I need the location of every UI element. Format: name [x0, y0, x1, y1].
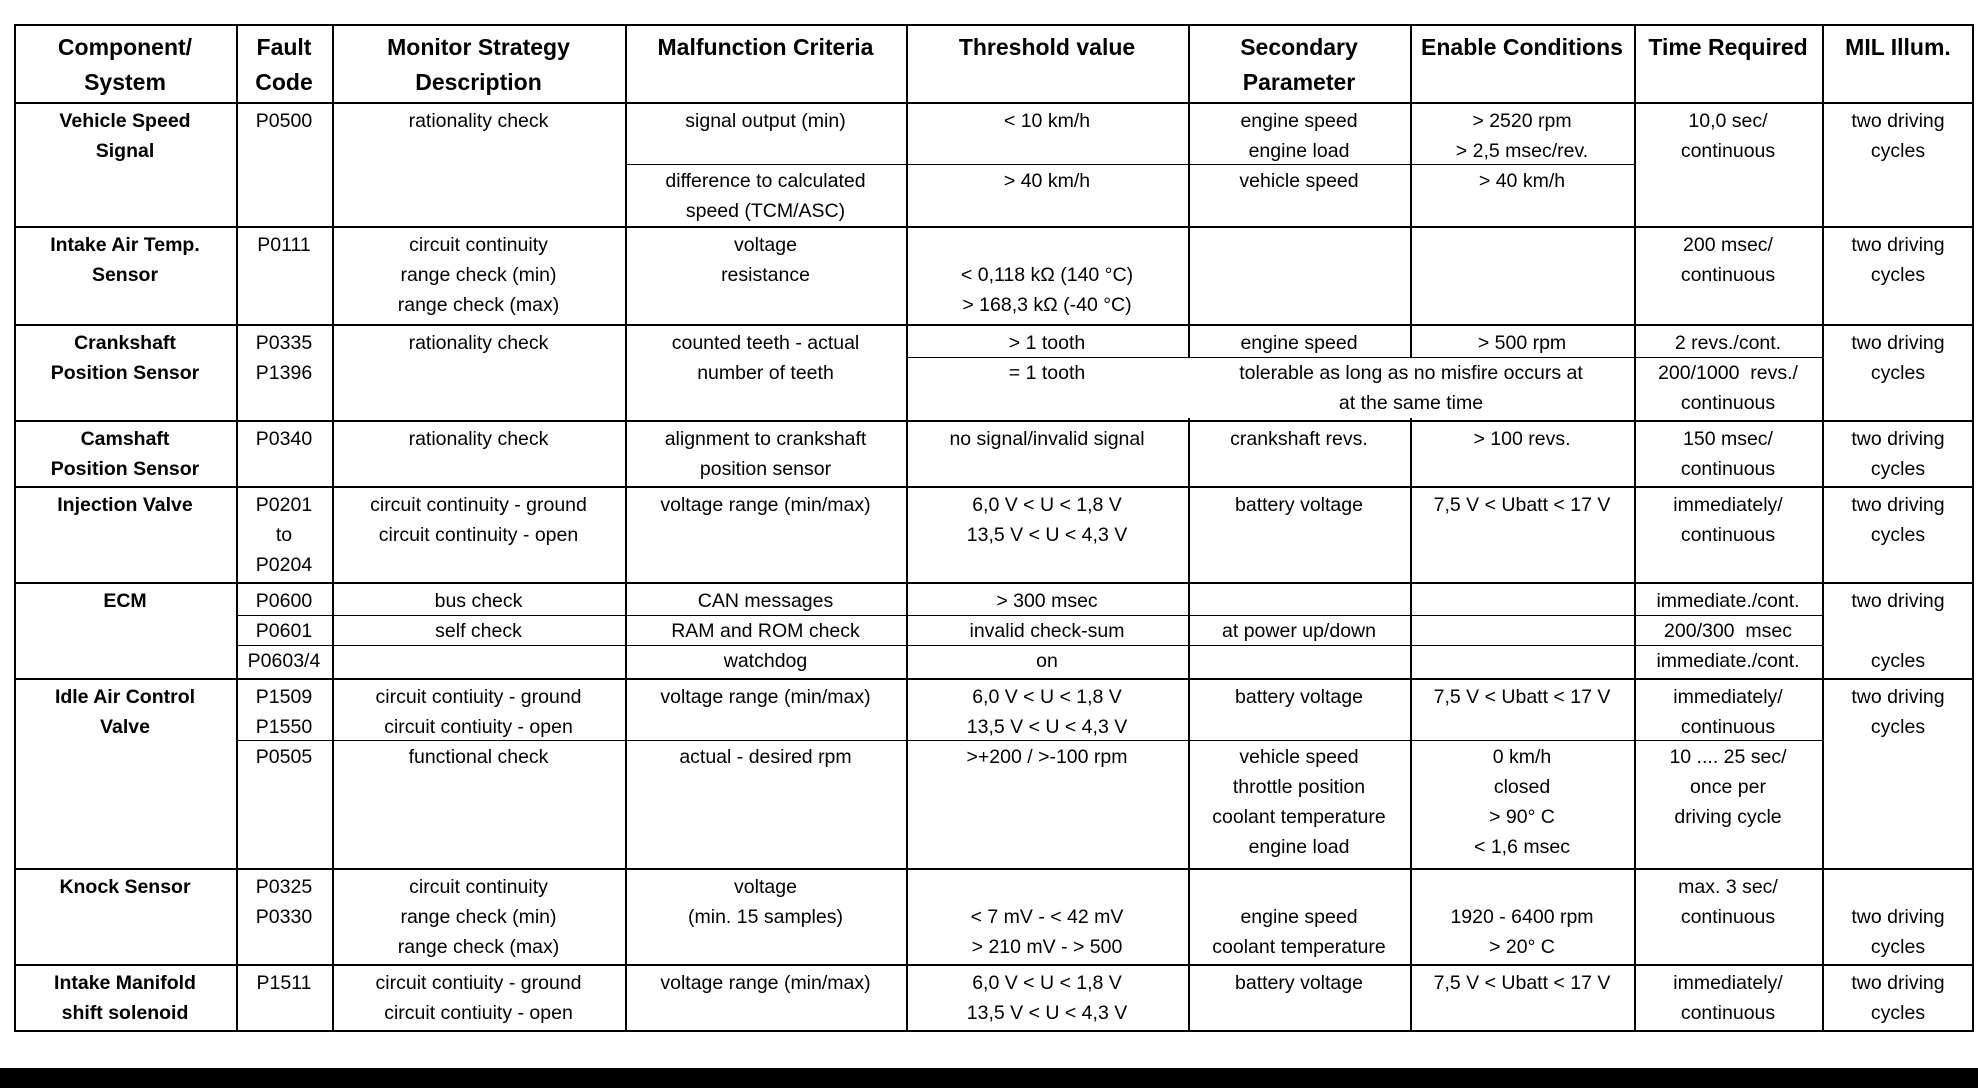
- row-ecm-fault-2: P0601: [255, 620, 313, 642]
- row-ks-fault: P0325 P0330: [255, 876, 313, 928]
- row-vss-component: Vehicle Speed Signal: [59, 110, 191, 162]
- header-divider: [14, 102, 1974, 104]
- row-ims-malfunction: voltage range (min/max): [660, 972, 871, 994]
- row-cmp-secondary: crankshaft revs.: [1230, 428, 1368, 450]
- row-ecm-strategy-2: self check: [435, 620, 522, 642]
- header-component: Component/ System: [57, 34, 193, 95]
- row-ims-threshold: 6,0 V < U < 1,8 V 13,5 V < U < 4,3 V: [966, 972, 1128, 1024]
- header-fault-code: Fault Code: [255, 34, 313, 95]
- row-ckp-malfunction: counted teeth - actual number of teeth: [671, 332, 860, 384]
- row-iac-time-b: 10 .... 25 sec/ once per driving cycle: [1669, 746, 1787, 828]
- row-iac-time-a: immediately/ continuous: [1673, 686, 1783, 738]
- row-iat-strategy: circuit continuity range check (min) range check (max): [397, 234, 560, 316]
- row-ims-strategy: circuit contiuity - ground circuit contiuity - open: [375, 972, 582, 1024]
- row-ecm-malfunction-1: CAN messages: [697, 590, 834, 612]
- row-vss-threshold-b: > 40 km/h: [1003, 170, 1091, 192]
- row-divider: [14, 226, 1974, 228]
- row-divider: [14, 868, 1974, 870]
- row-iat-time: 200 msec/ continuous: [1680, 234, 1776, 286]
- row-ecm-time-1: immediate./cont.: [1656, 590, 1800, 612]
- row-cmp-malfunction: alignment to crankshaft position sensor: [664, 428, 867, 480]
- row-ks-strategy: circuit continuity range check (min) range check (max): [397, 876, 560, 958]
- row-vss-malfunction-b: difference to calculated speed (TCM/ASC): [665, 170, 866, 222]
- row-ks-malfunction: voltage (min. 15 samples): [688, 876, 843, 928]
- row-inj-malfunction: voltage range (min/max): [660, 494, 871, 516]
- row-ecm-mil-a: two driving: [1851, 590, 1945, 612]
- row-inj-strategy: circuit continuity - ground circuit continuity - open: [370, 494, 587, 546]
- row-ckp-threshold-b: = 1 tooth: [1008, 362, 1086, 384]
- row-ecm-secondary: at power up/down: [1222, 620, 1376, 642]
- row-ecm-malfunction-2: RAM and ROM check: [671, 620, 860, 642]
- row-inj-threshold: 6,0 V < U < 1,8 V 13,5 V < U < 4,3 V: [966, 494, 1128, 546]
- row-ckp-secondary-b: tolerable as long as no misfire occurs at at the same time: [1188, 358, 1634, 418]
- row-iac-threshold-a: 6,0 V < U < 1,8 V 13,5 V < U < 4,3 V: [966, 686, 1128, 738]
- row-inj-enable: 7,5 V < Ubatt < 17 V: [1433, 494, 1611, 516]
- row-iac-mil: two driving cycles: [1851, 686, 1945, 738]
- row-ecm-fault-1: P0600: [255, 590, 313, 612]
- row-inj-secondary: battery voltage: [1235, 494, 1363, 516]
- row-cmp-mil: two driving cycles: [1851, 428, 1945, 480]
- row-iat-malfunction: voltage resistance: [721, 234, 810, 286]
- row-vss-strategy: rationality check: [408, 110, 549, 132]
- row-ckp-mil: two driving cycles: [1851, 332, 1945, 384]
- row-vss-time: 10,0 sec/ continuous: [1680, 110, 1776, 162]
- row-ks-enable: 1920 - 6400 rpm > 20° C: [1450, 906, 1594, 958]
- row-cmp-fault: P0340: [255, 428, 313, 450]
- scan-bottom-border: [0, 1068, 1978, 1088]
- row-vss-enable-a: > 2520 rpm > 2,5 msec/rev.: [1455, 110, 1589, 162]
- row-divider: [14, 486, 1974, 488]
- row-iac-enable-b: 0 km/h closed > 90° C < 1,6 msec: [1474, 746, 1570, 858]
- row-ks-secondary: engine speed coolant temperature: [1212, 906, 1386, 958]
- row-inj-time: immediately/ continuous: [1673, 494, 1783, 546]
- diagnostic-table: [14, 24, 1974, 1032]
- row-ks-time: max. 3 sec/ continuous: [1678, 876, 1778, 928]
- row-iac-malfunction-a: voltage range (min/max): [660, 686, 871, 708]
- row-cmp-threshold: no signal/invalid signal: [949, 428, 1145, 450]
- row-inj-mil: two driving cycles: [1851, 494, 1945, 546]
- row-ims-component: Intake Manifold shift solenoid: [54, 972, 196, 1024]
- row-divider: [14, 964, 1974, 966]
- row-ecm-threshold-3: on: [1036, 650, 1058, 672]
- row-ckp-fault: P0335 P1396: [255, 332, 313, 384]
- row-ecm-malfunction-3: watchdog: [723, 650, 808, 672]
- row-iac-strategy-a: circuit contiuity - ground circuit contiuity - open: [375, 686, 582, 738]
- row-ecm-strategy-1: bus check: [434, 590, 523, 612]
- header-secondary-parameter: Secondary Parameter: [1240, 34, 1358, 95]
- header-threshold: Threshold value: [958, 34, 1136, 60]
- row-iac-secondary-a: battery voltage: [1235, 686, 1363, 708]
- row-ks-threshold: < 7 mV - < 42 mV > 210 mV - > 500: [970, 906, 1124, 958]
- row-divider: [14, 582, 1974, 584]
- header-time-required: Time Required: [1648, 34, 1808, 60]
- row-vss-secondary-a: engine speed engine load: [1240, 110, 1358, 162]
- row-iac-strategy-b: functional check: [408, 746, 549, 768]
- row-iat-component: Intake Air Temp. Sensor: [50, 234, 200, 286]
- row-separator: [906, 357, 1822, 358]
- row-ckp-enable-a: > 500 rpm: [1477, 332, 1567, 354]
- row-ims-enable: 7,5 V < Ubatt < 17 V: [1433, 972, 1611, 994]
- row-ecm-time-2: 200/300 msec: [1664, 620, 1792, 642]
- row-ecm-component: ECM: [103, 590, 147, 612]
- row-ecm-threshold-1: > 300 msec: [996, 590, 1098, 612]
- row-vss-malfunction-a: signal output (min): [685, 110, 846, 132]
- row-separator: [236, 645, 1822, 646]
- row-ckp-secondary-a: engine speed: [1240, 332, 1358, 354]
- row-ims-secondary: battery voltage: [1235, 972, 1363, 994]
- row-ckp-threshold-a: > 1 tooth: [1008, 332, 1086, 354]
- row-iac-threshold-b: >+200 / >-100 rpm: [966, 746, 1128, 768]
- row-iat-mil: two driving cycles: [1851, 234, 1945, 286]
- row-iac-malfunction-b: actual - desired rpm: [679, 746, 852, 768]
- row-vss-threshold-a: < 10 km/h: [1003, 110, 1091, 132]
- row-iac-component: Idle Air Control Valve: [54, 686, 196, 738]
- row-separator: [625, 164, 1634, 165]
- row-ecm-fault-3: P0603/4: [247, 650, 321, 672]
- row-ckp-component: Crankshaft Position Sensor: [50, 332, 200, 384]
- row-ecm-threshold-2: invalid check-sum: [969, 620, 1125, 642]
- row-cmp-strategy: rationality check: [408, 428, 549, 450]
- row-ks-mil: two driving cycles: [1851, 906, 1945, 958]
- row-divider: [14, 678, 1974, 680]
- header-monitor-strategy: Monitor Strategy Description: [387, 34, 570, 95]
- header-enable-conditions: Enable Conditions: [1421, 34, 1623, 60]
- row-ims-time: immediately/ continuous: [1673, 972, 1783, 1024]
- row-inj-component: Injection Valve: [57, 494, 193, 516]
- row-ecm-mil-b: cycles: [1870, 650, 1926, 672]
- row-iac-fault-a: P1509 P1550: [255, 686, 313, 738]
- row-inj-fault: P0201 to P0204: [255, 494, 313, 576]
- row-separator: [236, 615, 1822, 616]
- row-ks-component: Knock Sensor: [59, 876, 191, 898]
- row-vss-mil: two driving cycles: [1851, 110, 1945, 162]
- row-iat-fault: P0111: [257, 234, 311, 256]
- header-malfunction-criteria: Malfunction Criteria: [657, 34, 874, 60]
- row-cmp-enable: > 100 revs.: [1473, 428, 1571, 450]
- row-ckp-strategy: rationality check: [408, 332, 549, 354]
- row-ims-mil: two driving cycles: [1851, 972, 1945, 1024]
- row-ims-fault: P1511: [256, 972, 312, 994]
- row-cmp-component: Camshaft Position Sensor: [50, 428, 200, 480]
- row-vss-fault: P0500: [255, 110, 313, 132]
- row-iac-secondary-b: vehicle speed throttle position coolant temperature engine load: [1212, 746, 1386, 858]
- header-mil-illum: MIL Illum.: [1845, 34, 1951, 60]
- row-vss-enable-b: > 40 km/h: [1478, 170, 1566, 192]
- row-cmp-time: 150 msec/ continuous: [1680, 428, 1776, 480]
- row-ecm-time-3: immediate./cont.: [1656, 650, 1800, 672]
- row-ckp-time-b: 200/1000 revs./ continuous: [1658, 362, 1798, 414]
- row-divider: [14, 420, 1974, 422]
- row-iac-enable-a: 7,5 V < Ubatt < 17 V: [1433, 686, 1611, 708]
- row-divider: [14, 324, 1974, 326]
- row-vss-secondary-b: vehicle speed: [1239, 170, 1359, 192]
- row-iat-threshold: < 0,118 kΩ (140 °C) > 168,3 kΩ (-40 °C): [960, 264, 1134, 316]
- row-separator: [236, 740, 1822, 741]
- row-ckp-time-a: 2 revs./cont.: [1674, 332, 1782, 354]
- row-iac-fault-b: P0505: [255, 746, 313, 768]
